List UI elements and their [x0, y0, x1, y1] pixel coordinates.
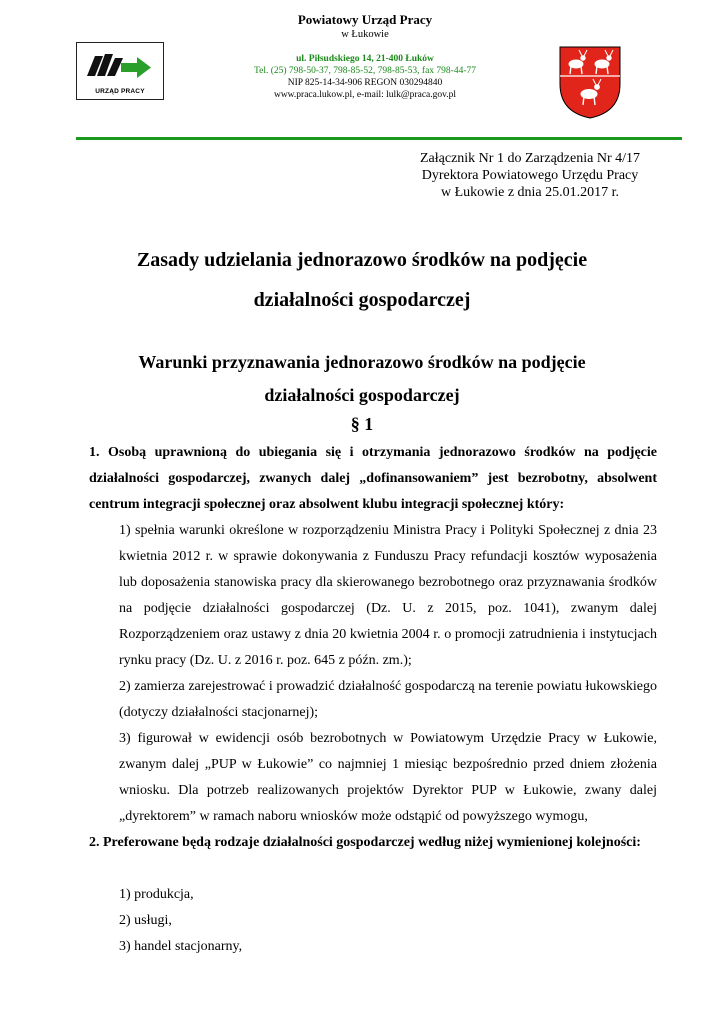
office-nip-regon: NIP 825-14-34-906 REGON 030294840: [287, 78, 443, 88]
point-2-item-3: 3) handel stacjonarny,: [119, 939, 243, 954]
attachment-line-1: Załącznik Nr 1 do Zarządzenia Nr 4/17: [419, 151, 640, 166]
document-title-line-1: Zasady udzielania jednorazowo środków na podjęcie: [136, 249, 588, 271]
attachment-line-2: Dyrektora Powiatowego Urzędu Pracy: [421, 168, 639, 183]
point-1-text: 1. Osobą uprawnioną do ubiegania się i otrzymania jednorazowo środków na podjęcie działalności gospodarczej, zwanych dalej „dofinansowaniem” jest bezrobotny, absolwent centrum integracji społecznej oraz absolwent klubu integracji społecznej który:: [89, 445, 657, 512]
urzad-pracy-logo: [76, 42, 164, 100]
coat-of-arms-icon: [557, 44, 623, 120]
attachment-line-3: w Łukowie z dnia 25.01.2017 r.: [440, 185, 620, 200]
section-heading-line-2: działalności gospodarczej: [264, 385, 460, 405]
letterhead-info: [200, 12, 530, 101]
office-city: w Łukowie: [341, 29, 389, 40]
logo-text: URZĄD PRACY: [95, 88, 145, 95]
letterhead: [0, 0, 724, 170]
arrow-logo-icon: [81, 46, 157, 84]
point-2-item-2: 2) usługi,: [119, 913, 172, 928]
point-1-item-2: 2) zamierza zarejestrować i prowadzić działalność gospodarczą na terenie powiatu łukowskiego (dotyczy działalności stacjonarnej);: [119, 679, 657, 720]
document-title-line-2: działalności gospodarczej: [253, 289, 471, 311]
attachment-note: [380, 150, 680, 201]
point-1-item-3: 3) figurował w ewidencji osób bezrobotnych w Powiatowym Urzędzie Pracy w Łukowie, zwanym dalej „PUP w Łukowie” co najmniej 1 miesiąc bezpośrednio przed dniem złożenia wniosku. Dla potrzeb realizowanych projektów Dyrektor PUP w Łukowie, zwany dalej „dyrektorem” w ramach naboru wniosków może odstąpić od powyższego wymogu,: [119, 731, 657, 824]
point-2-text: 2. Preferowane będą rodzaje działalności gospodarczej według niżej wymienionej kolejności:: [89, 835, 641, 850]
point-2-item-1: 1) produkcja,: [119, 887, 194, 902]
point-1-item-1: 1) spełnia warunki określone w rozporządzeniu Ministra Pracy i Polityki Społecznej z dnia 23 kwietnia 2012 r. w sprawie dokonywania z Funduszu Pracy refundacji kosztów wyposażenia lub doposażenia stanowiska pracy dla skierowanego bezrobotnego oraz przyznawania środków na podjęcie działalności gospodarczej (Dz. U. z 2015, poz. 1041), zwanym dalej Rozporządzeniem oraz ustawy z dnia 20 kwietnia 2004 r. o promocji zatrudnienia i instytucjach rynku pracy (Dz. U. z 2016 r. poz. 645 z późn. zm.);: [119, 523, 657, 668]
office-address: ul. Piłsudskiego 14, 21-400 Łuków: [296, 54, 434, 64]
section-heading: [60, 346, 664, 412]
office-web-email: www.praca.lukow.pl, e-mail: lulk@praca.gov.pl: [273, 90, 457, 100]
office-phones: Tel. (25) 798-50-37, 798-85-52, 798-85-53, fax 798-44-77: [253, 66, 476, 76]
office-name: Powiatowy Urząd Pracy: [297, 12, 433, 27]
document-title: [60, 240, 664, 320]
header-divider: [76, 137, 682, 140]
section-heading-line-1: Warunki przyznawania jednorazowo środków na podjęcie: [138, 352, 586, 372]
paragraph-mark: § 1: [350, 414, 374, 434]
